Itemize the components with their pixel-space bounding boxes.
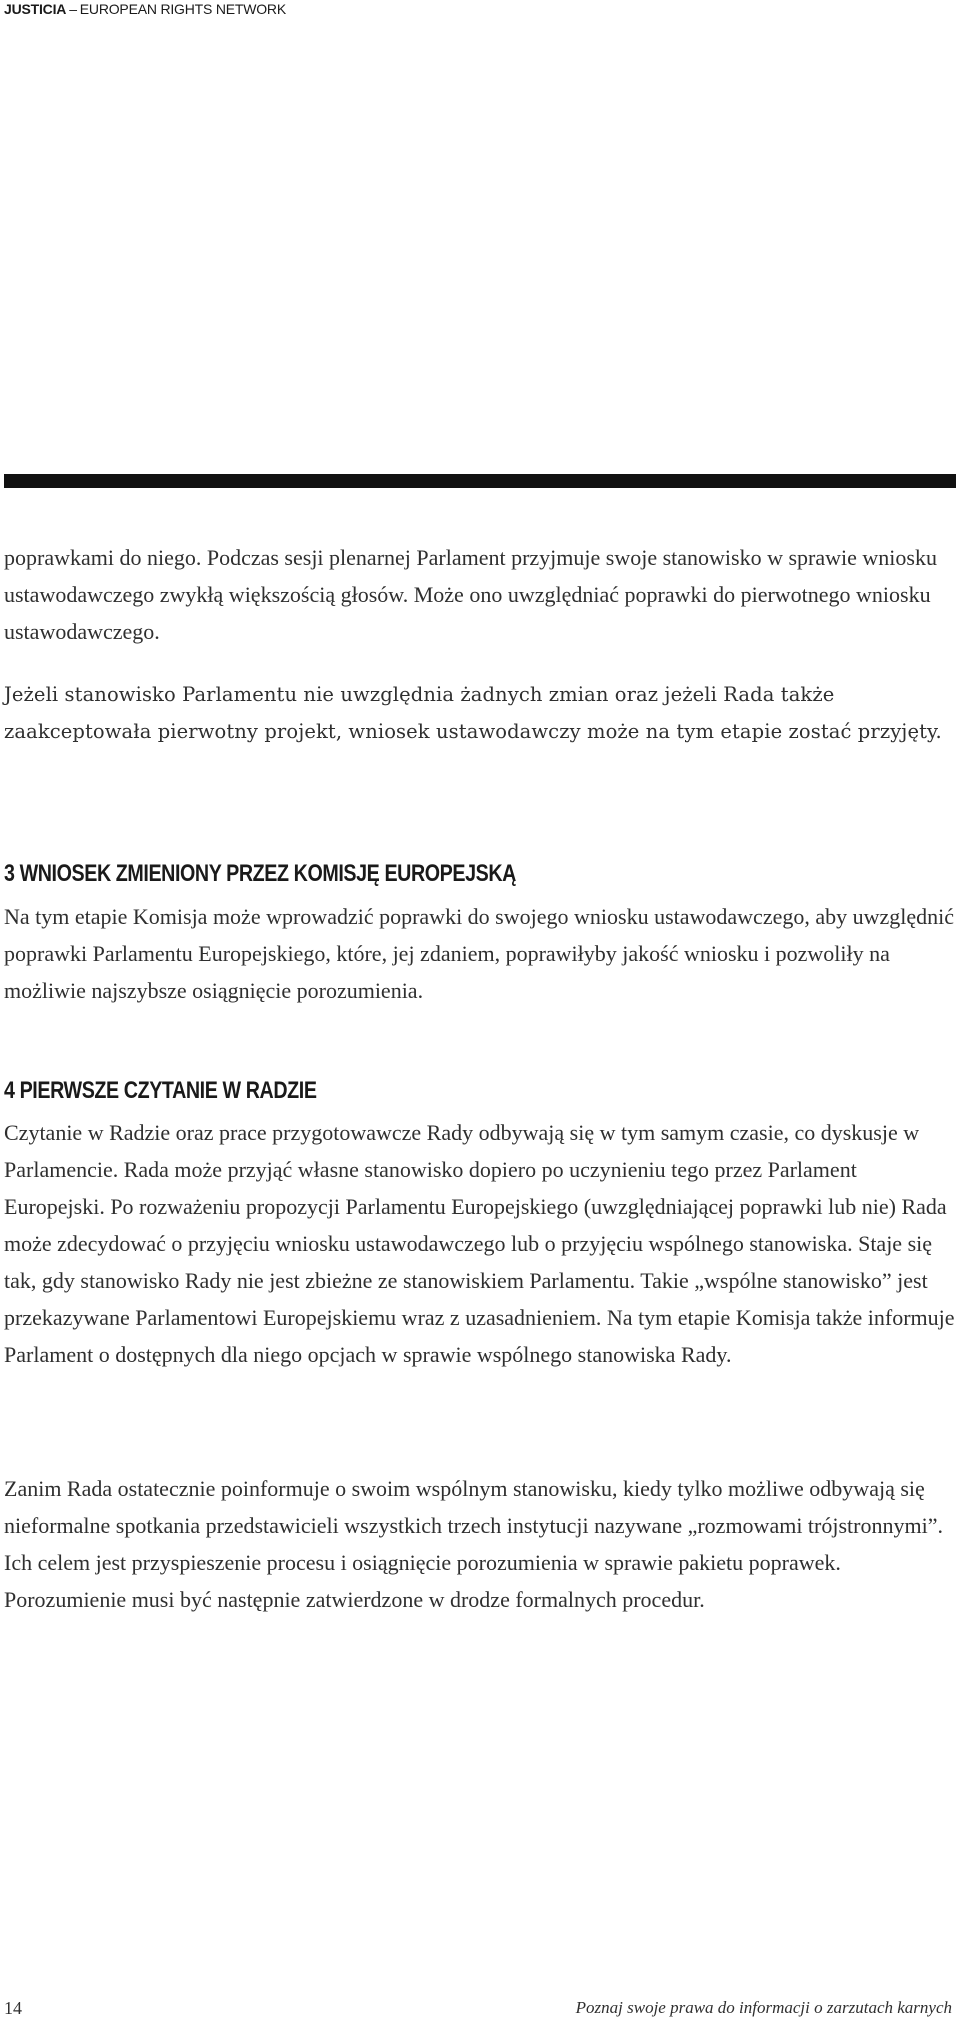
header-network: EUROPEAN RIGHTS NETWORK (79, 1, 286, 17)
footer-title: Poznaj swoje prawa do informacji o zarzutach karnych (575, 1998, 952, 2017)
section-divider-bar (4, 474, 956, 488)
paragraph-trilogues: Zanim Rada ostatecznie poinformuje o swoim wspólnym stanowisku, kiedy tylko możliwe odbywają się nieformalne spotkania przedstawicieli wszystkich trzech instytucji nazywane „rozmowami trójstronnymi”. Ich celem jest przyspieszenie procesu i osiągnięcie porozumienia w sprawie pakietu poprawek. Porozumienie musi być następnie zatwierdzone w drodze formalnych procedur. (4, 1476, 943, 1612)
running-header (4, 1, 286, 17)
section-heading-4: 4 PIERWSZE CZYTANIE W RADZIE (4, 1077, 317, 1104)
paragraph-council-reading: Czytanie w Radzie oraz prace przygotowawcze Rady odbywają się w tym samym czasie, co dyskusje w Parlamencie. Rada może przyjąć własne stanowisko dopiero po uczynieniu tego przez Parlament Europejski. Po rozważeniu propozycji Parlamentu Europejskiego (uwzględniającej poprawki lub nie) Rada może zdecydować o przyjęciu wniosku ustawodawczego lub o przyjęciu wspólnego stanowiska. Staje się tak, gdy stanowisko Rady nie jest zbieżne ze stanowiskiem Parlamentu. Takie „wspólne stanowisko” jest przekazywane Parlamentowi Europejskiemu wraz z uzasadnieniem. Na tym etapie Komisja także informuje Parlament o dostępnych dla niego opcjach w sprawie wspólnego stanowiska Rady. (4, 1120, 955, 1367)
paragraph-adoption-condition: Jeżeli stanowisko Parlamentu nie uwzględnia żadnych zmian oraz jeżeli Rada także zaakceptowała pierwotny projekt, wniosek ustawodawczy może na tym etapie zostać przyjęty. (4, 683, 942, 743)
page-number: 14 (4, 1998, 22, 2018)
paragraph-plenary-vote: poprawkami do niego. Podczas sesji plenarnej Parlament przyjmuje swoje stanowisko w sprawie wniosku ustawodawczego zwykłą większością głosów. Może ono uwzględniać poprawki do pierwotnego wniosku ustawodawczego. (4, 545, 937, 644)
header-brand: JUSTICIA (4, 1, 67, 17)
section-heading-3: 3 WNIOSEK ZMIENIONY PRZEZ KOMISJĘ EUROPEJSKĄ (4, 860, 516, 887)
header-separator: – (69, 1, 77, 17)
paragraph-commission-amendments: Na tym etapie Komisja może wprowadzić poprawki do swojego wniosku ustawodawczego, aby uwzględnić poprawki Parlamentu Europejskiego, które, jej zdaniem, poprawiłyby jakość wniosku i pozwoliły na możliwie najszybsze osiągnięcie porozumienia. (4, 904, 955, 1003)
